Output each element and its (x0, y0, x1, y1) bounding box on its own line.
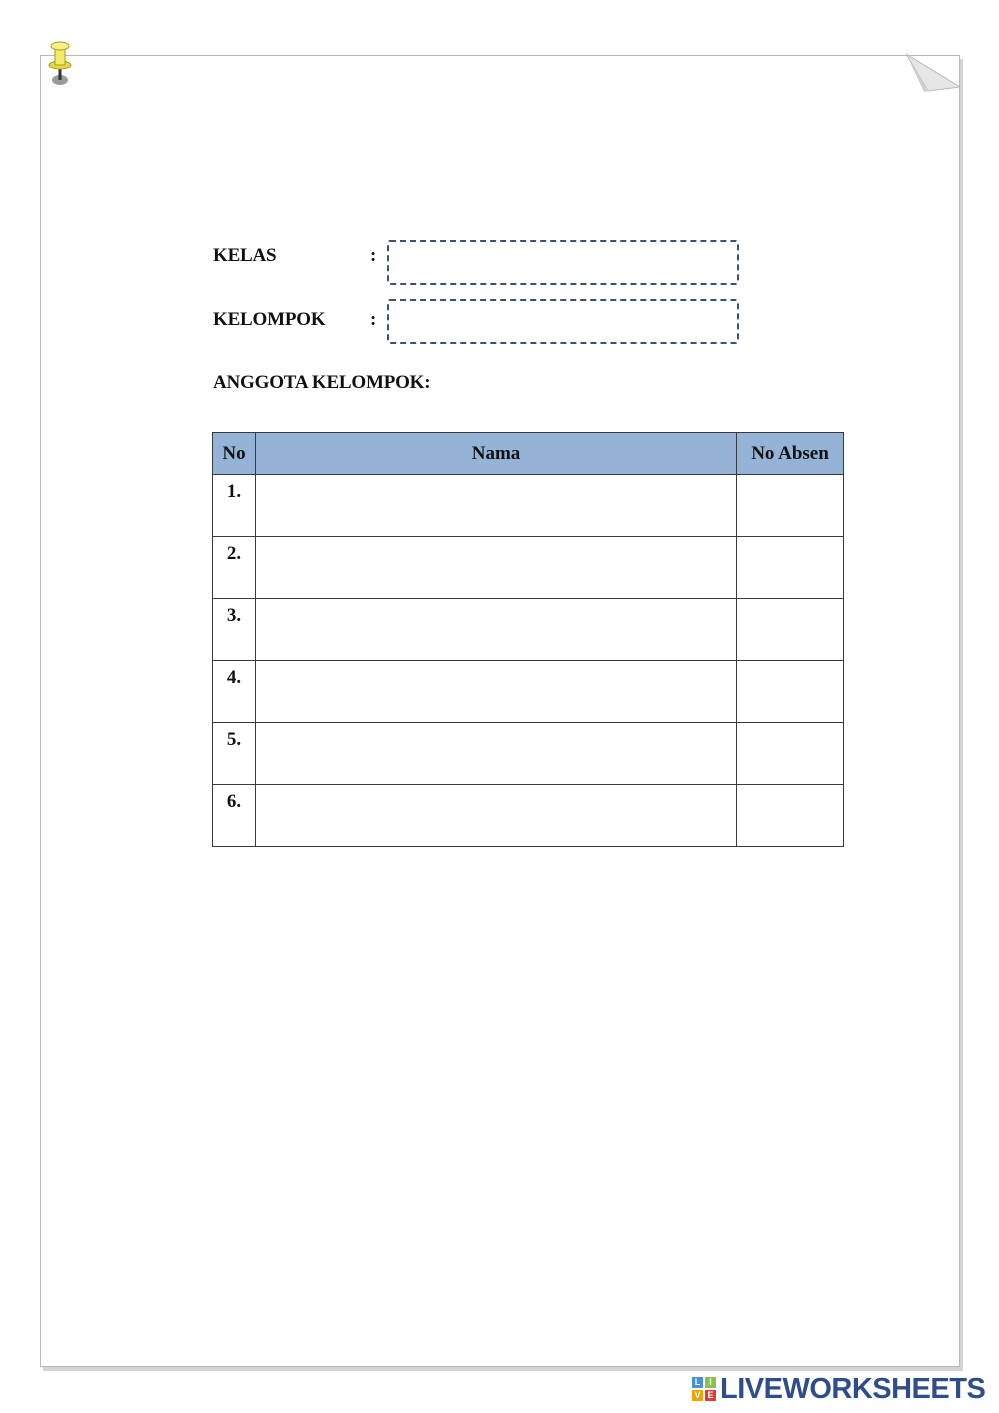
table-row (213, 723, 844, 785)
kelompok-input[interactable] (387, 299, 739, 344)
nama-cell[interactable] (256, 599, 737, 661)
kelas-label: KELAS (213, 245, 277, 266)
logo-mark-letter: I (705, 1377, 716, 1388)
members-table (212, 432, 844, 847)
table-row (213, 661, 844, 723)
liveworksheets-mark-icon (692, 1377, 716, 1401)
no-absen-cell[interactable] (737, 661, 844, 723)
kelompok-colon: : (370, 309, 377, 330)
header-no: No (213, 433, 256, 475)
nama-cell[interactable] (256, 537, 737, 599)
logo-text: LIVEWORKSHEETS (720, 1372, 986, 1405)
row-number: 4. (213, 661, 256, 723)
row-number: 2. (213, 537, 256, 599)
kelompok-label: KELOMPOK (213, 309, 326, 330)
table-row (213, 785, 844, 847)
row-number: 5. (213, 723, 256, 785)
page-fold-corner-icon (906, 54, 960, 92)
no-absen-cell[interactable] (737, 537, 844, 599)
table-row (213, 537, 844, 599)
nama-cell[interactable] (256, 785, 737, 847)
no-absen-cell[interactable] (737, 475, 844, 537)
pushpin-icon (46, 38, 74, 88)
nama-cell[interactable] (256, 661, 737, 723)
anggota-kelompok-heading: ANGGOTA KELOMPOK: (213, 372, 431, 393)
row-number: 1. (213, 475, 256, 537)
logo-mark-letter: E (705, 1390, 716, 1401)
nama-cell[interactable] (256, 475, 737, 537)
table-row (213, 475, 844, 537)
table-row (213, 599, 844, 661)
row-number: 3. (213, 599, 256, 661)
nama-cell[interactable] (256, 723, 737, 785)
table-header-row (213, 433, 844, 475)
logo-mark-letter: V (692, 1390, 703, 1401)
liveworksheets-logo (692, 1373, 985, 1405)
kelas-input[interactable] (387, 240, 739, 285)
no-absen-cell[interactable] (737, 599, 844, 661)
logo-mark-letter: L (692, 1377, 703, 1388)
no-absen-cell[interactable] (737, 785, 844, 847)
header-nama: Nama (256, 433, 737, 475)
row-number: 6. (213, 785, 256, 847)
no-absen-cell[interactable] (737, 723, 844, 785)
header-no-absen: No Absen (737, 433, 844, 475)
kelas-colon: : (370, 245, 377, 266)
